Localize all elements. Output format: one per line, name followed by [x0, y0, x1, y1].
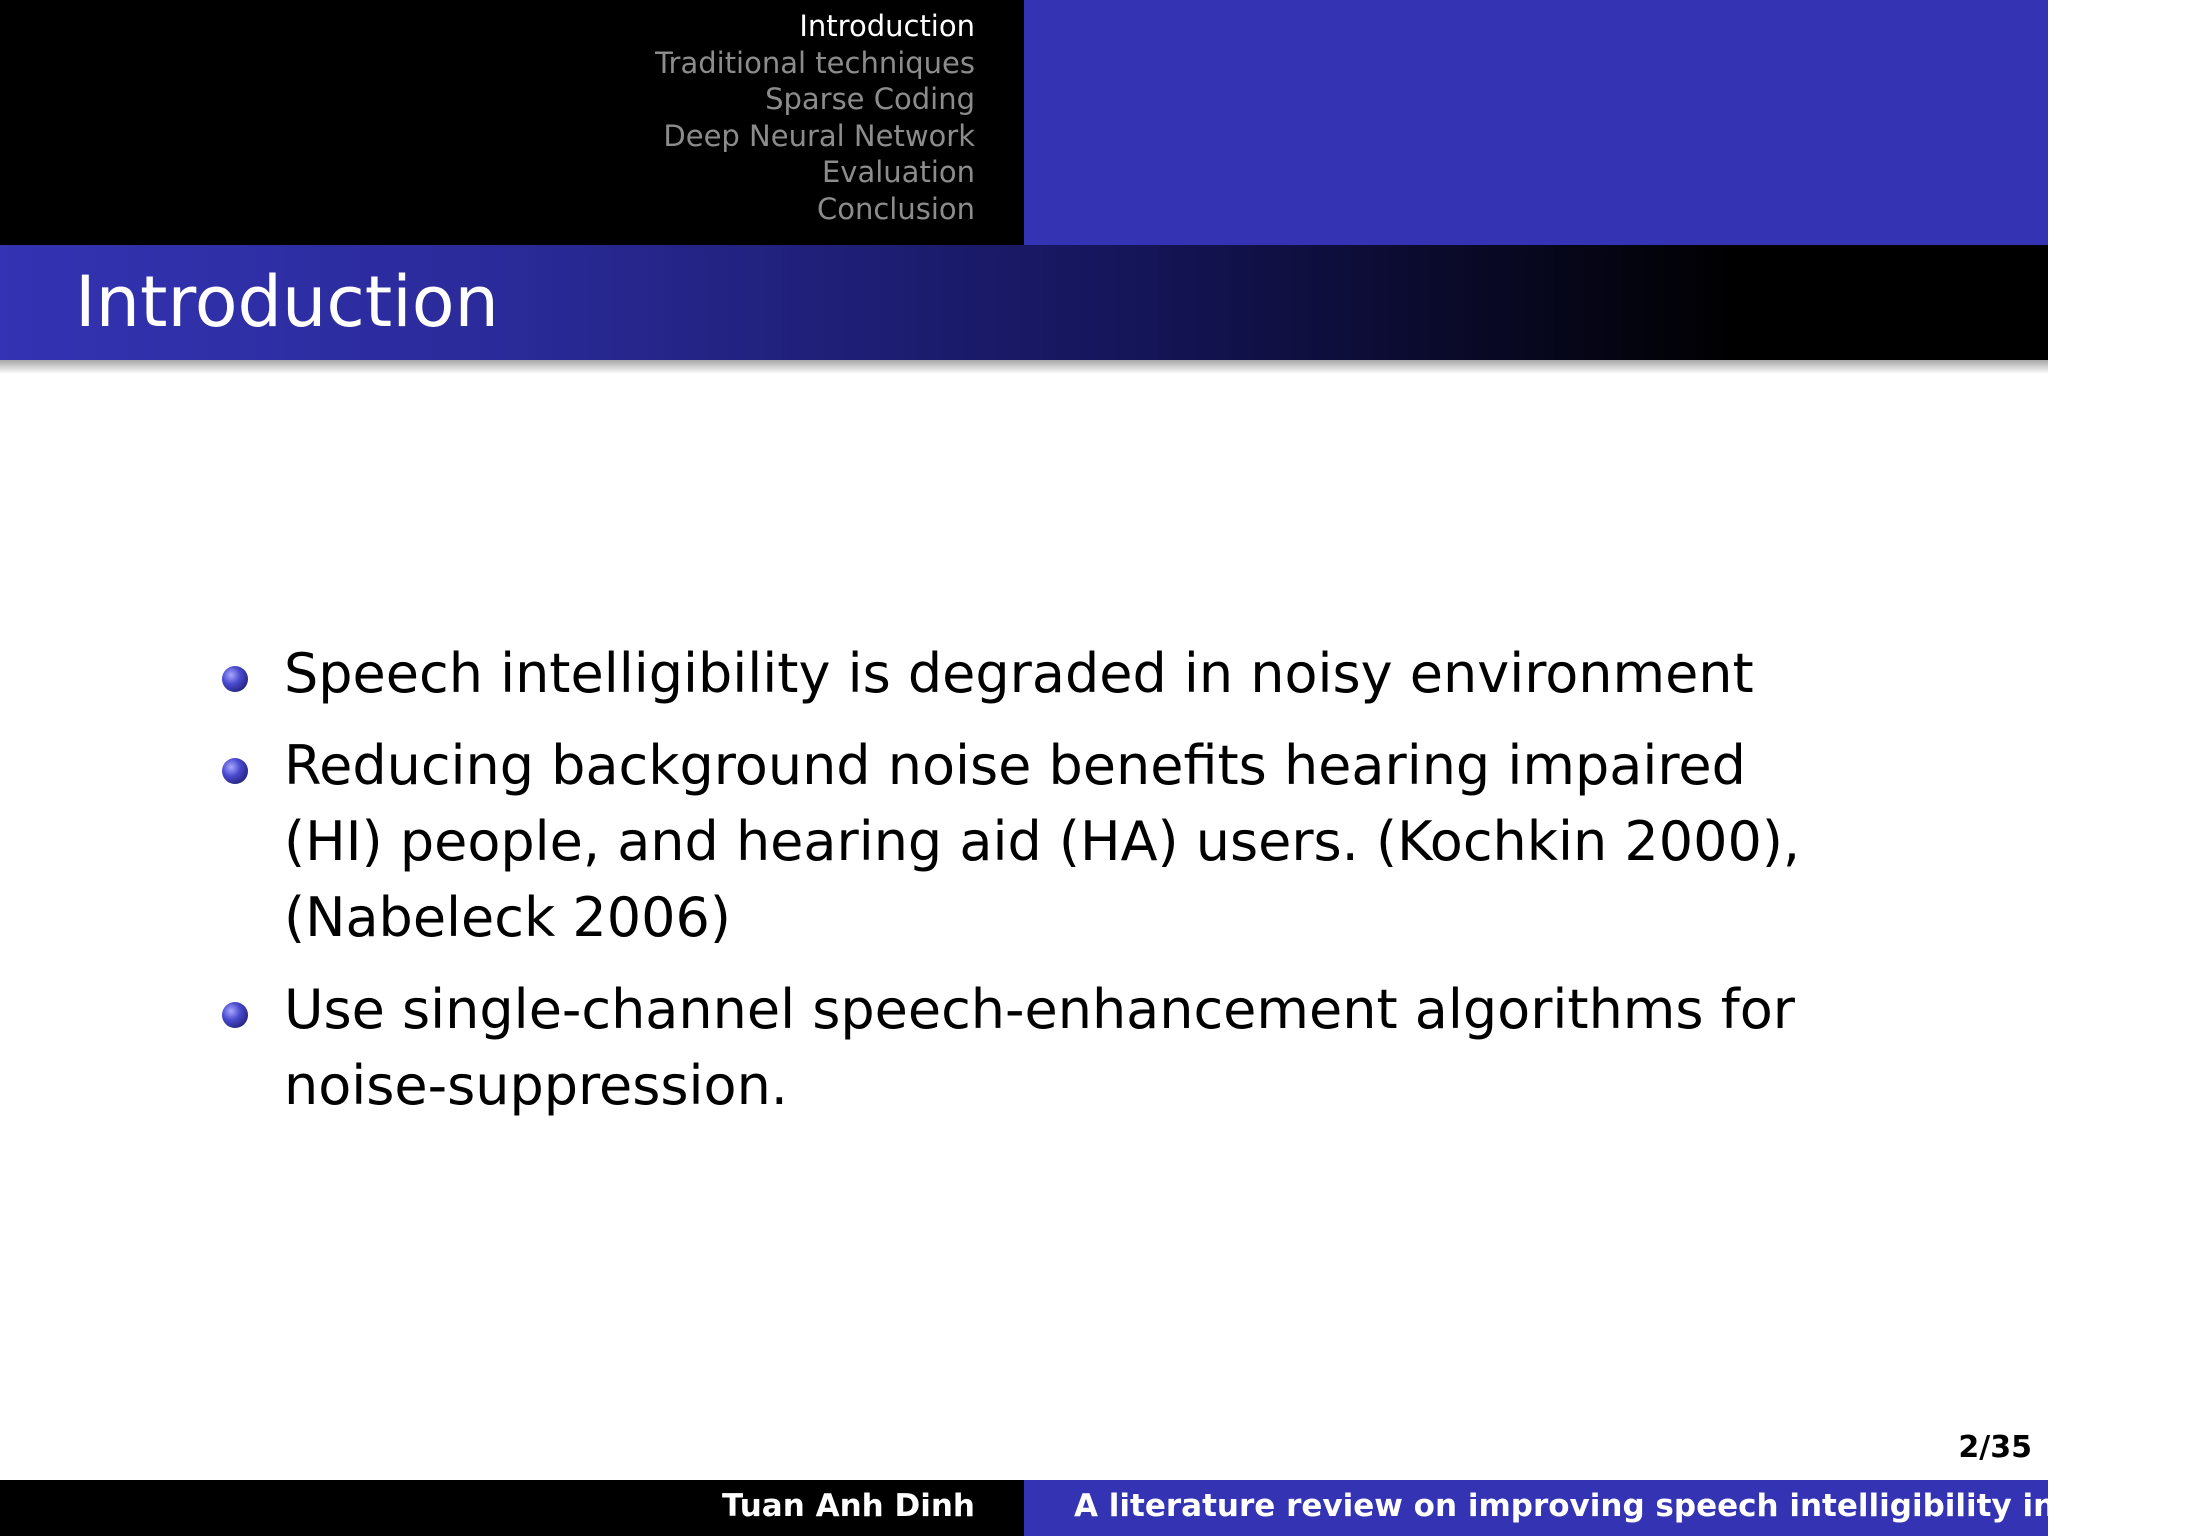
page-number: 2/35 — [1958, 1430, 2032, 1465]
nav-item-introduction[interactable]: Introduction — [799, 9, 975, 43]
footer-title-box — [1024, 1480, 2190, 1536]
nav-item-traditional-techniques[interactable]: Traditional techniques — [655, 45, 975, 80]
bullet-item — [220, 636, 1860, 712]
bullet-item — [220, 728, 1860, 956]
section-list — [655, 8, 975, 228]
footer-author-box — [0, 1480, 1024, 1536]
bullet-list — [220, 636, 1860, 1124]
nav-item-sparse-coding[interactable]: Sparse Coding — [765, 82, 975, 117]
frame-title-shadow — [0, 360, 2048, 374]
nav-item-deep-neural-network[interactable]: Deep Neural Network — [663, 118, 975, 153]
footer-title: A literature review on improving speech intelligibility in noisy e — [1074, 1488, 2190, 1524]
nav-item-conclusion[interactable]: Conclusion — [816, 191, 975, 226]
footline — [0, 1480, 2190, 1536]
nav-item-evaluation[interactable]: Evaluation — [821, 155, 975, 190]
headline-bar — [0, 0, 2048, 245]
section-navigation — [0, 0, 1024, 245]
bullet-text: Use single-channel speech-enhancement algorithms for noise-suppression. — [284, 978, 1795, 1117]
bullet-ball-icon — [222, 758, 248, 784]
bullet-ball-icon — [222, 666, 248, 692]
bullet-item — [220, 972, 1860, 1124]
bullet-ball-icon — [222, 1002, 248, 1028]
subsection-navigation — [1024, 0, 2048, 245]
footer-author: Tuan Anh Dinh — [721, 1488, 975, 1524]
slide-title: Introduction — [75, 261, 499, 343]
bullet-text: Speech intelligibility is degraded in noisy environment — [284, 642, 1754, 705]
slide-content — [220, 636, 1860, 1140]
bullet-text: Reducing background noise benefits hearing impaired (HI) people, and hearing aid (HA) users. (Kochkin 2000), (Nabeleck 2006) — [284, 734, 1801, 949]
